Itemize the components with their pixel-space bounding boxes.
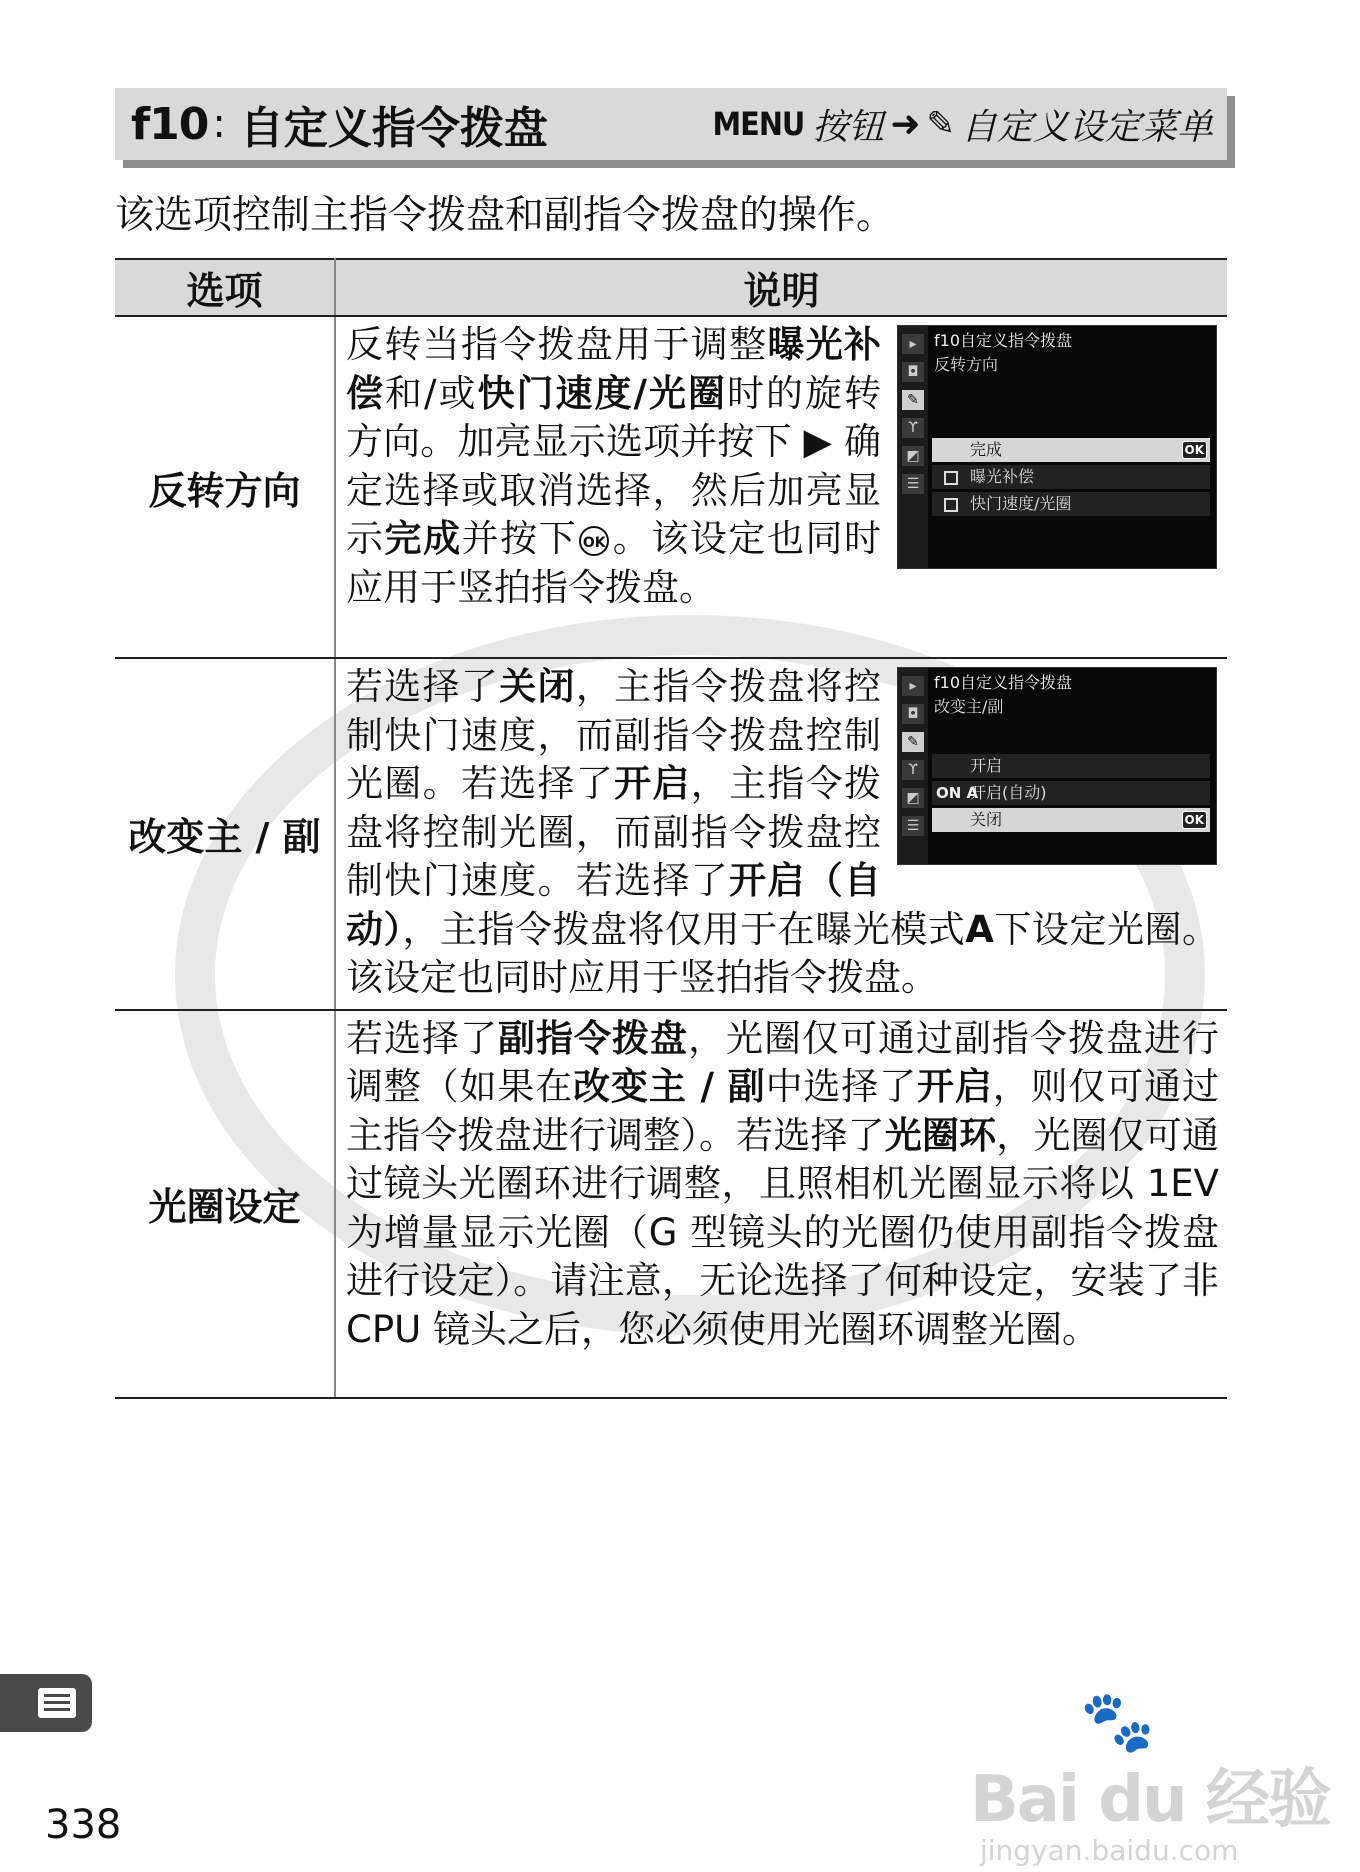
text-run: 。该设定也同时应用于竖拍指令拨盘。 xyxy=(346,517,882,609)
contents-tab[interactable] xyxy=(0,1674,92,1732)
screen-item-list xyxy=(932,754,1210,832)
camera-icon: ◘ xyxy=(902,362,924,382)
text-run: ，则仅可通过主指令拨盘进行调整）。若选择了 xyxy=(346,1065,1220,1157)
bold-term: 关闭 xyxy=(499,665,576,708)
baidu-watermark xyxy=(970,1687,1330,1867)
text-run: 反转当指令拨盘用于调整 xyxy=(346,323,768,366)
table-row xyxy=(115,658,1227,1010)
text-run: 并按下 xyxy=(461,517,578,560)
text-run: 若选择了 xyxy=(346,1016,498,1060)
pencil-icon: ✎ xyxy=(902,390,924,410)
text-run: ，主指令拨盘将控制光圈，而副指令拨盘控制快门速度。若选择了 xyxy=(346,762,882,902)
arrow-icon: ➜ xyxy=(890,103,921,145)
col-header-option: 选项 xyxy=(115,259,335,316)
screen-item-label: 曝光补偿 xyxy=(970,467,1035,486)
camera-screen xyxy=(897,667,1217,865)
wrench-icon: ϒ xyxy=(902,760,924,780)
bold-term: 快门速度/光圈 xyxy=(477,371,728,415)
bold-term: 副指令拨盘 xyxy=(498,1016,688,1060)
screen-item-on-auto[interactable] xyxy=(932,781,1210,805)
screen-item-label: 完成 xyxy=(970,440,1003,459)
watermark-url: jingyan.baidu.com xyxy=(980,1834,1239,1867)
ok-button-icon: OK xyxy=(579,526,609,556)
option-name: 光圈设定 xyxy=(115,1010,335,1398)
table-row xyxy=(115,316,1227,658)
description-text xyxy=(346,1017,1219,1351)
intro-text: 该选项控制主指令拨盘和副指令拨盘的操作。 xyxy=(115,193,896,238)
text-run: ，光圈仅可通过副指令拨盘进行调整（如果在 xyxy=(346,1016,1219,1108)
screen-item-exposure-comp[interactable] xyxy=(932,465,1210,489)
bold-term: 光圈环 xyxy=(884,1113,997,1157)
description-text xyxy=(346,323,881,609)
camera-icon: ◘ xyxy=(902,704,924,724)
menu-path-label: 自定义设定菜单 xyxy=(960,106,1213,148)
option-name: 反转方向 xyxy=(115,316,335,658)
screen-item-on[interactable] xyxy=(932,754,1210,778)
mymenu-icon: ☰ xyxy=(902,816,924,836)
on-a-icon: ON A xyxy=(936,784,979,802)
screen-subtitle: 反转方向 xyxy=(934,355,999,374)
screen-item-label: 开启(自动) xyxy=(970,783,1047,802)
screen-item-shutter-aperture[interactable] xyxy=(932,492,1210,516)
menu-path xyxy=(713,99,1214,150)
section-separator: : xyxy=(212,101,226,147)
options-table xyxy=(115,258,1227,1399)
bold-term: 曝光补偿 xyxy=(346,323,882,415)
retouch-icon: ◩ xyxy=(902,446,924,466)
paw-icon: 🐾 xyxy=(1080,1687,1155,1757)
ok-icon: OK xyxy=(1182,811,1208,829)
retouch-icon: ◩ xyxy=(902,788,924,808)
text-run: 若选择了 xyxy=(346,665,500,708)
camera-screen xyxy=(897,325,1217,569)
text-run: 下设定光圈。该设定也同时应用于竖拍指令拨盘。 xyxy=(346,907,1219,999)
option-description xyxy=(335,316,1227,658)
screen-item-label: 关闭 xyxy=(970,810,1003,829)
screen-title: f10自定义指令拨盘 xyxy=(934,331,1072,350)
option-description xyxy=(335,1010,1227,1398)
checkbox-icon xyxy=(944,471,958,485)
mymenu-icon: ☰ xyxy=(902,474,924,494)
button-word: 按钮 xyxy=(812,106,885,148)
checkbox-icon xyxy=(944,498,958,512)
text-run: 时的旋转方向。加亮显示选项并按下 ▶ 确定选择或取消选择，然后加亮显示 xyxy=(346,371,882,560)
bold-term: 开启（自动） xyxy=(346,859,882,951)
text-run: 中选择了 xyxy=(765,1065,918,1108)
watermark-logo: Bai du 经验 xyxy=(970,1763,1330,1837)
pencil-icon: ✎ xyxy=(902,732,924,752)
page-number: 338 xyxy=(45,1802,122,1848)
list-icon xyxy=(38,1688,76,1718)
text-run: ，主指令拨盘将控制快门速度，而副指令拨盘控制光圈。若选择了 xyxy=(346,665,882,805)
screen-item-label: 快门速度/光圈 xyxy=(970,494,1072,513)
bold-term: A xyxy=(965,907,994,951)
bold-term: 开启 xyxy=(614,762,691,805)
screen-item-off[interactable] xyxy=(932,808,1210,832)
menu-button-label: MENU xyxy=(712,105,805,143)
text-run: 和/或 xyxy=(385,371,478,415)
screen-item-label: 开启 xyxy=(970,756,1003,775)
bold-term: 改变主 / 副 xyxy=(573,1065,766,1108)
menu-rail xyxy=(898,326,928,568)
section-title: 自定义指令拨盘 xyxy=(239,103,548,154)
playback-icon: ▸ xyxy=(902,676,924,696)
bold-term: 完成 xyxy=(384,517,462,560)
option-description xyxy=(335,658,1227,1010)
screen-item-list xyxy=(932,438,1210,516)
pencil-icon: ✎ xyxy=(926,104,955,144)
option-name: 改变主 / 副 xyxy=(115,658,335,1010)
ok-icon: OK xyxy=(1182,441,1208,459)
wrench-icon: ϒ xyxy=(902,418,924,438)
menu-rail xyxy=(898,668,928,864)
section-header xyxy=(115,88,1227,160)
section-code: f10 xyxy=(131,98,209,150)
col-header-description: 说明 xyxy=(335,259,1227,316)
playback-icon: ▸ xyxy=(902,334,924,354)
screen-item-done[interactable] xyxy=(932,438,1210,462)
text-run: ，主指令拨盘将仅用于在曝光模式 xyxy=(402,907,966,951)
screen-subtitle: 改变主/副 xyxy=(934,697,1004,716)
screen-title: f10自定义指令拨盘 xyxy=(934,673,1072,692)
bold-term: 开启 xyxy=(917,1065,993,1108)
table-row xyxy=(115,1010,1227,1398)
text-run: ，光圈仅可通过镜头光圈环进行调整，且照相机光圈显示将以 1EV 为增量显示光圈（G 型镜头的光圈仍使用副指令拨盘进行设定）。请注意，无论选择了何种设定，安装了非 CPU 镜头之后，您必须使用光圈环调整光圈。 xyxy=(346,1113,1220,1351)
